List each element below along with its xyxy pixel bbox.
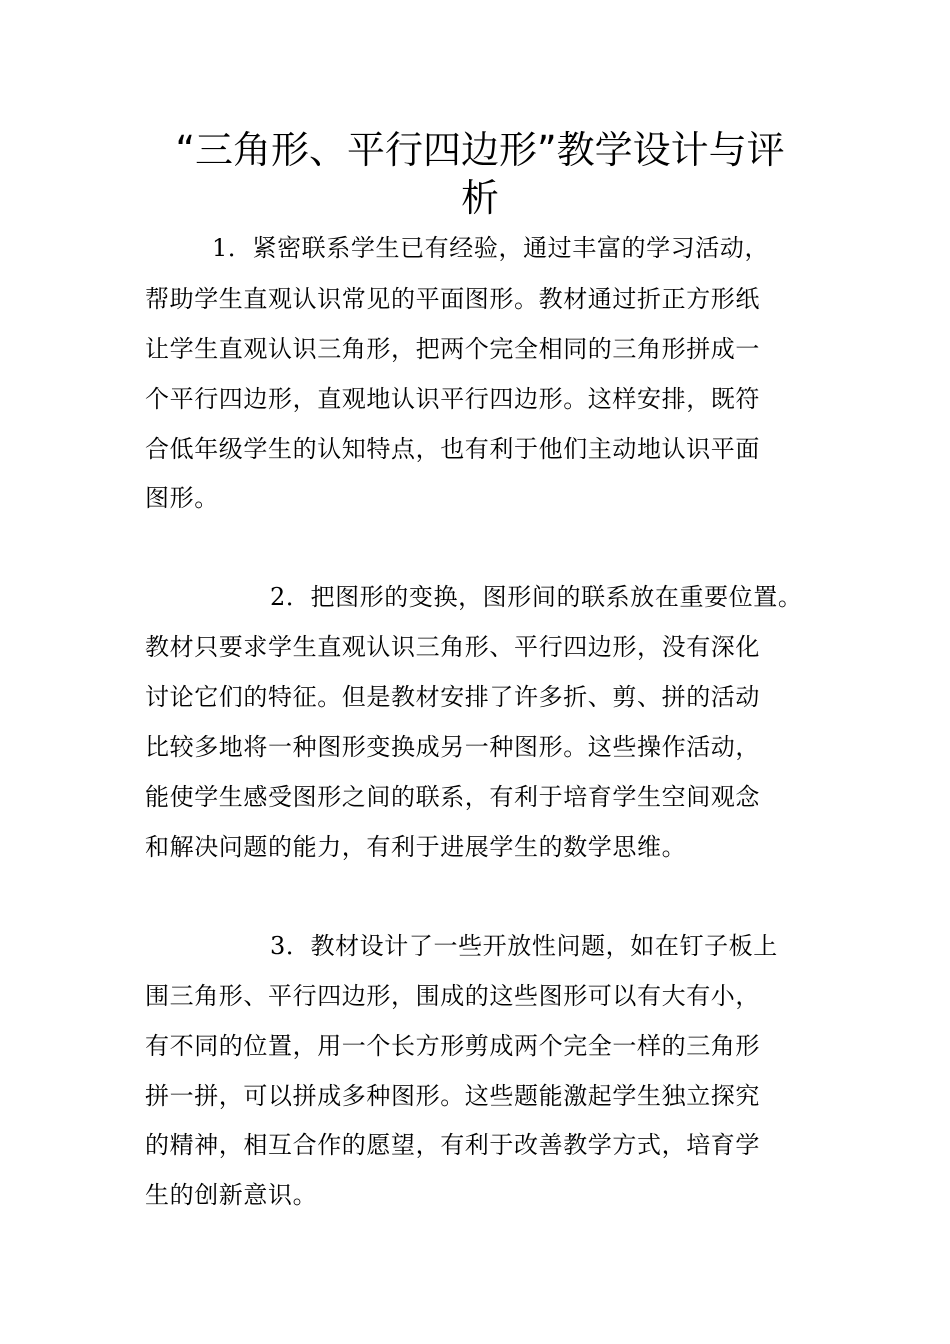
paragraph-2-line-6: 和解决问题的能力，有利于进展学生的数学思维。 [145, 833, 687, 861]
paragraph-1-line-4: 个平行四边形，直观地认识平行四边形。这样安排，既符 [145, 385, 760, 413]
document-title [145, 126, 815, 222]
title-line-2: 析 [460, 176, 499, 220]
paragraph-3-line-6: 生的创新意识。 [145, 1181, 318, 1209]
paragraph-1-line-1: 1．紧密联系学生已有经验，通过丰富的学习活动， [212, 234, 770, 262]
paragraph-1-line-2: 帮助学生直观认识常见的平面图形。教材通过折正方形纸 [145, 285, 760, 313]
paragraph-1-line-5: 合低年级学生的认知特点，也有利于他们主动地认识平面 [145, 435, 760, 463]
paragraph-2-line-3: 讨论它们的特征。但是教材安排了许多折、剪、拼的活动 [145, 683, 760, 711]
paragraph-3-line-4: 拼一拼，可以拼成多种图形。这些题能激起学生独立探究 [145, 1082, 760, 1110]
paragraph-1-line-6: 图形。 [145, 484, 219, 512]
paragraph-2-line-1: 2．把图形的变换，图形间的联系放在重要位置。 [270, 583, 803, 611]
paragraph-1-line-3: 让学生直观认识三角形，把两个完全相同的三角形拼成一 [145, 335, 760, 363]
paragraph-3-line-2: 围三角形、平行四边形，围成的这些图形可以有大有小， [145, 982, 760, 1010]
paragraph-3-line-1: 3．教材设计了一些开放性问题，如在钉子板上 [270, 932, 778, 960]
paragraph-3-line-3: 有不同的位置，用一个长方形剪成两个完全一样的三角形 [145, 1032, 760, 1060]
title-line-1: “三角形、平行四边形”教学设计与评 [175, 128, 785, 172]
paragraph-2-line-4: 比较多地将一种图形变换成另一种图形。这些操作活动， [145, 733, 760, 761]
paragraph-2-line-5: 能使学生感受图形之间的联系，有利于培育学生空间观念 [145, 783, 760, 811]
paragraph-2-line-2: 教材只要求学生直观认识三角形、平行四边形，没有深化 [145, 633, 760, 661]
paragraph-3-line-5: 的精神，相互合作的愿望，有利于改善教学方式，培育学 [145, 1131, 760, 1159]
